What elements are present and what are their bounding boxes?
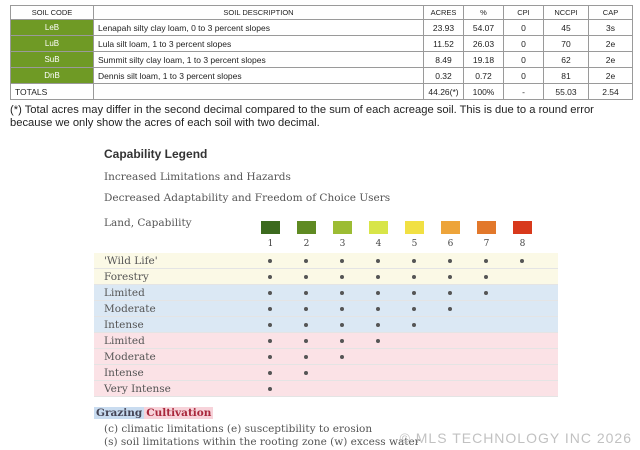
percent-cell: 19.18 [464,52,504,68]
acres-cell: 11.52 [424,36,464,52]
copyright-watermark: © MLS TECHNOLOGY INC 2026 [399,430,632,446]
capability-dot [304,323,308,327]
capability-dot [448,259,452,263]
capability-dot [412,291,416,295]
capability-dot [268,307,272,311]
percent-cell: 26.03 [464,36,504,52]
land-capability-label: Land, Capability [104,217,192,229]
legend-row-label: Moderate [104,351,156,363]
rounding-note: (*) Total acres may differ in the second decimal compared to the sum of each acreage soil. This is due to a round error because we only show the acres of each soil with two decimal. [10,104,594,129]
capability-dot [412,275,416,279]
legend-footnote-climatic: (c) climatic limitations (e) susceptibility to erosion [104,423,373,435]
legend-row-label: Intense [104,319,144,331]
capability-dot [484,275,488,279]
header-soil-description: SOIL DESCRIPTION [94,6,424,20]
capability-dot [304,339,308,343]
capability-dot [376,275,380,279]
capability-dot [340,339,344,343]
percent-cell: 54.07 [464,20,504,36]
header-cpi: CPI [504,6,544,20]
header-nccpi: NCCPI [544,6,589,20]
soil-table [10,5,633,100]
acres-cell: 23.93 [424,20,464,36]
totals-row [11,84,633,100]
cap-cell: 3s [589,20,633,36]
capability-dot [268,275,272,279]
table-row [11,20,633,36]
legend-row-label: Intense [104,367,144,379]
capability-dot [412,323,416,327]
capability-dot [448,307,452,311]
legend-row-band [94,301,558,317]
capability-swatch-2 [297,221,316,234]
capability-dot [520,259,524,263]
cpi-cell: 0 [504,20,544,36]
totals-label: TOTALS [11,84,94,100]
table-row [11,68,633,84]
legend-row-label: Very Intense [104,383,171,395]
legend-title: Capability Legend [104,147,208,161]
capability-dot [268,387,272,391]
capability-dot [376,323,380,327]
capability-dot [268,355,272,359]
capability-dot [376,307,380,311]
totals-description-cell [94,84,424,100]
capability-class-number: 3 [339,239,346,249]
capability-swatch-3 [333,221,352,234]
capability-dot [376,291,380,295]
capability-dot [412,259,416,263]
totals-percent: 100% [464,84,504,100]
cap-cell: 2e [589,36,633,52]
cap-cell: 2e [589,68,633,84]
table-row [11,52,633,68]
grazing-key: Grazing [96,407,143,419]
capability-dot [268,259,272,263]
capability-dot [304,371,308,375]
cultivation-key: Cultivation [146,407,212,419]
capability-dot [340,355,344,359]
capability-dot [268,291,272,295]
soil-code-cell: LuB [11,36,94,52]
legend-row-band [94,269,558,285]
table-row [11,36,633,52]
totals-nccpi: 55.03 [544,84,589,100]
soil-code-cell: SuB [11,52,94,68]
legend-row-band [94,349,558,365]
capability-dot [340,323,344,327]
legend-row-label: Moderate [104,303,156,315]
capability-swatch-8 [513,221,532,234]
header-soil-code: SOIL CODE [11,6,94,20]
legend-row-band [94,365,558,381]
legend-row-band [94,333,558,349]
capability-dot [340,259,344,263]
nccpi-cell: 70 [544,36,589,52]
capability-dot [412,307,416,311]
legend-row-band [94,317,558,333]
legend-row-label: 'Wild Life' [104,255,158,267]
header-acres: ACRES [424,6,464,20]
capability-dot [268,339,272,343]
capability-dot [376,259,380,263]
capability-class-number: 8 [519,239,526,249]
capability-dot [304,259,308,263]
nccpi-cell: 45 [544,20,589,36]
soil-code-cell: LeB [11,20,94,36]
capability-class-number: 4 [375,239,382,249]
soil-description-cell: Lula silt loam, 1 to 3 percent slopes [94,36,424,52]
legend-row-band [94,253,558,269]
capability-dot [340,307,344,311]
header-cap: CAP [589,6,633,20]
legend-line-limitations: Increased Limitations and Hazards [104,171,291,183]
capability-dot [268,323,272,327]
capability-dot [304,355,308,359]
legend-row-label: Limited [104,335,145,347]
capability-class-number: 7 [483,239,490,249]
capability-dot [340,275,344,279]
percent-cell: 0.72 [464,68,504,84]
totals-cap: 2.54 [589,84,633,100]
capability-dot [376,339,380,343]
capability-dot [484,291,488,295]
soil-table-header [11,6,633,20]
capability-dot [484,259,488,263]
totals-acres: 44.26(*) [424,84,464,100]
capability-swatch-6 [441,221,460,234]
capability-class-number: 1 [267,239,274,249]
soil-code-cell: DnB [11,68,94,84]
legend-row-band [94,285,558,301]
totals-cpi: - [504,84,544,100]
capability-dot [304,307,308,311]
capability-dot [448,291,452,295]
soil-description-cell: Lenapah silty clay loam, 0 to 3 percent slopes [94,20,424,36]
capability-class-number: 2 [303,239,310,249]
capability-dot [448,275,452,279]
soil-description-cell: Dennis silt loam, 1 to 3 percent slopes [94,68,424,84]
header-percent: % [464,6,504,20]
cpi-cell: 0 [504,52,544,68]
capability-dot [304,275,308,279]
nccpi-cell: 62 [544,52,589,68]
capability-swatch-4 [369,221,388,234]
capability-class-number: 6 [447,239,454,249]
acres-cell: 8.49 [424,52,464,68]
cap-cell: 2e [589,52,633,68]
legend-footnote-soil: (s) soil limitations within the rooting zone (w) excess water [104,436,420,448]
capability-swatch-7 [477,221,496,234]
legend-key-row [94,407,213,419]
capability-swatch-5 [405,221,424,234]
capability-swatch-1 [261,221,280,234]
legend-row-label: Forestry [104,271,149,283]
capability-dot [340,291,344,295]
capability-class-number: 5 [411,239,418,249]
cpi-cell: 0 [504,36,544,52]
legend-row-label: Limited [104,287,145,299]
legend-line-adaptability: Decreased Adaptability and Freedom of Choice Users [104,192,391,204]
nccpi-cell: 81 [544,68,589,84]
legend-row-divider [94,396,558,397]
acres-cell: 0.32 [424,68,464,84]
cpi-cell: 0 [504,68,544,84]
capability-dot [304,291,308,295]
capability-dot [268,371,272,375]
soil-description-cell: Summit silty clay loam, 1 to 3 percent slopes [94,52,424,68]
